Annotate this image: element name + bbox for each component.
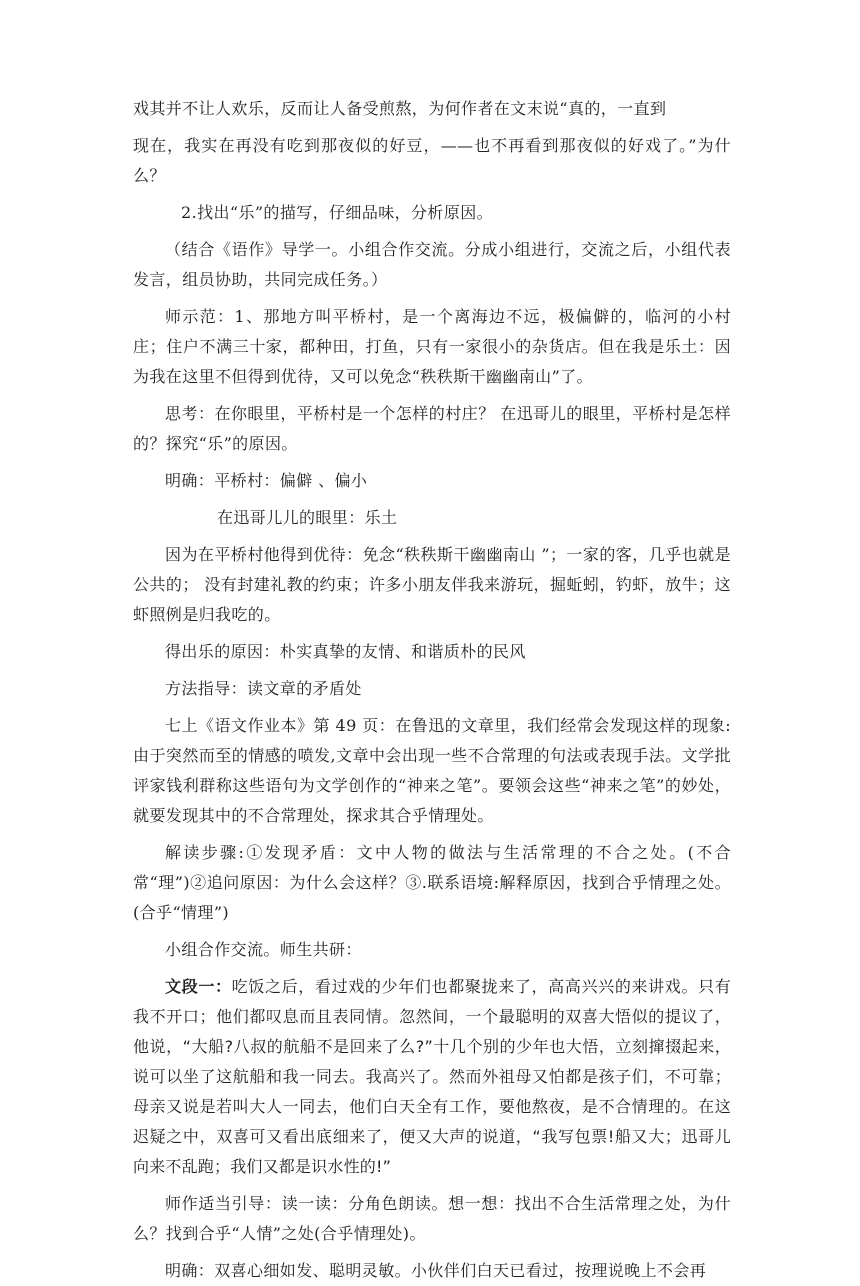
paragraph-clarify-village: 明确：平桥村：偏僻 、偏小 bbox=[165, 471, 368, 490]
paragraph-group-instruction: （结合《语作》导学一。小组合作交流。分成小组进行，交流之后，小组代表发言，组员协助，共同完成任务。） bbox=[133, 240, 731, 289]
paragraph-steps: 解读步骤:①发现矛盾：文中人物的做法与生活常理的不合之处。(不合常“理”)②追问原因：为什么会这样？③.联系语境:解释原因，找到合乎情理之处。(合乎“情理”) bbox=[133, 843, 731, 922]
paragraph-question-end: 现在，我实在再没有吃到那夜似的好豆，——也不再看到那夜似的好戏了。”为什么？ bbox=[133, 136, 731, 185]
paragraph-group-study: 小组合作交流。师生共研： bbox=[165, 940, 362, 959]
document-body bbox=[133, 94, 731, 1286]
paragraph-paradise: 在迅哥儿儿的眼里：乐土 bbox=[217, 508, 398, 527]
paragraph-guidance: 师作适当引导：读一读：分角色朗读。想一想：找出不合生活常理之处，为什么？找到合乎“人情”之处(合乎情理处)。 bbox=[133, 1194, 731, 1243]
paragraph-method: 方法指导：读文章的矛盾处 bbox=[165, 679, 362, 698]
excerpt-label: 文段一： bbox=[165, 977, 232, 996]
paragraph-question-continuation: 戏其并不让人欢乐，反而让人备受煎熬，为何作者在文末说“真的，一直到 bbox=[133, 99, 667, 118]
paragraph-conclusion: 得出乐的原因：朴实真挚的友情、和谐质朴的民风 bbox=[165, 642, 526, 661]
paragraph-clarify-shuangxi: 明确：双喜心细如发、聪明灵敏。小伙伴们白天已看过，按理说晚上不会再 bbox=[165, 1261, 707, 1280]
paragraph-excerpt-1 bbox=[133, 972, 731, 1182]
paragraph-task-2: 2.找出“乐”的描写，仔细品味，分析原因。 bbox=[181, 203, 494, 222]
excerpt-text: 吃饭之后，看过戏的少年们也都聚拢来了，高高兴兴的来讲戏。只有我不开口；他们都叹息而且表同情。忽然间，一个最聪明的双喜大悟似的提议了，他说，“大船?八叔的航船不是回来了么?”十几个别的少年也大悟，立刻撺掇起来，说可以坐了这航船和我一同去。我高兴了。然而外祖母又怕都是孩子们，不可靠；母亲又说是若叫大人一同去，他们白天全有工作，要他熬夜，是不合情理的。在这迟疑之中，双喜可又看出底细来了，便又大声的说道，“我写包票!船又大；迅哥儿向来不乱跑；我们又都是识水性的!” bbox=[133, 977, 731, 1176]
paragraph-workbook: 七上《语文作业本》第 49 页：在鲁迅的文章里，我们经常会发现这样的现象:由于突然而至的情感的喷发,文章中会出现一些不合常理的句法或表现手法。文学批评家钱利群称这些语句为文学创作的“神来之笔”。要领会这些“神来之笔”的妙处，就要发现其中的不合常理处，探求其合乎情理处。 bbox=[133, 716, 731, 825]
paragraph-reasons: 因为在平桥村他得到优待：免念“秩秩斯干幽幽南山 ”；一家的客，几乎也就是公共的； 没有封建礼教的约束；许多小朋友伴我来游玩，掘蚯蚓，钓虾，放牛；这虾照例是归我吃的。 bbox=[133, 545, 731, 624]
paragraph-think: 思考：在你眼里，平桥村是一个怎样的村庄？ 在迅哥儿的眼里，平桥村是怎样的？探究“乐”的原因。 bbox=[133, 404, 731, 453]
paragraph-teacher-demo: 师示范：1、那地方叫平桥村，是一个离海边不远，极偏僻的，临河的小村庄；住户不满三十家，都种田，打鱼，只有一家很小的杂货店。但在我是乐土：因为我在这里不但得到优待，又可以免念“秩秩斯干幽幽南山”了。 bbox=[133, 307, 731, 386]
